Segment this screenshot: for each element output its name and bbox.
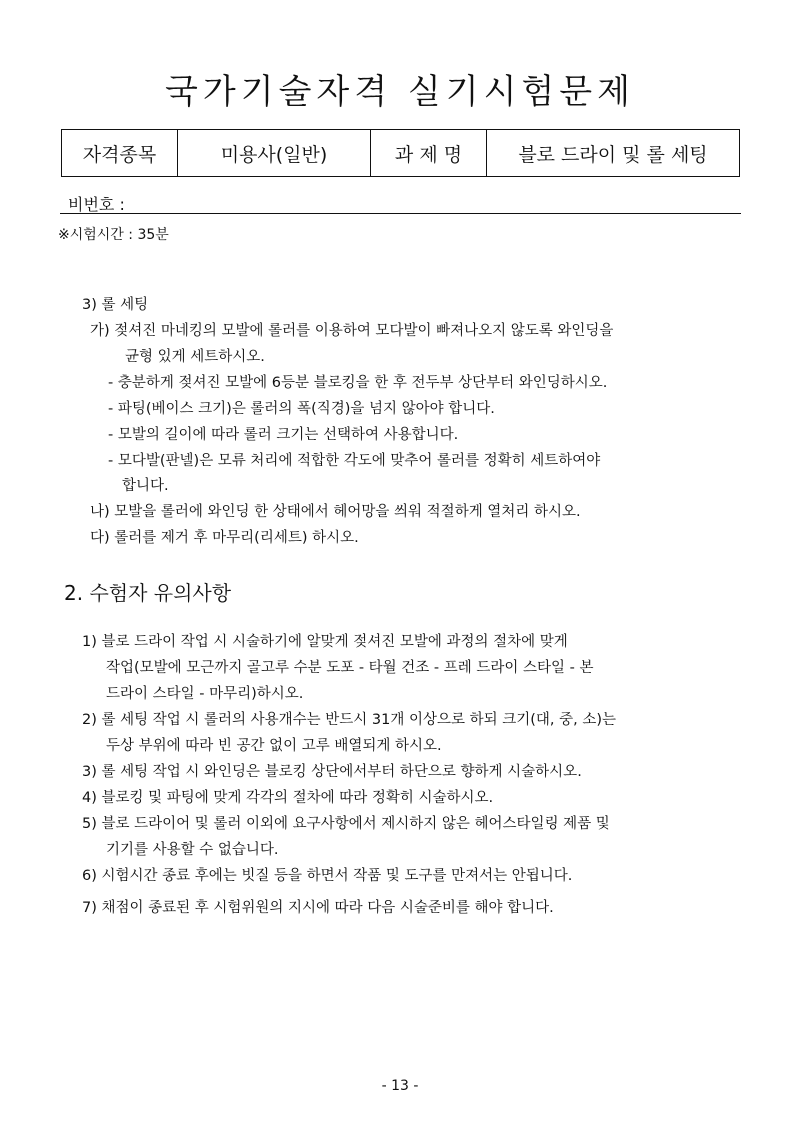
qualification-value: 미용사(일반): [178, 130, 371, 177]
note-1-line2: 작업(모발에 모근까지 골고루 수분 도포 - 타월 건조 - 프레 드라이 스타일 - 본: [106, 660, 594, 676]
note-1-line1: 1) 블로 드라이 작업 시 시술하기에 알맞게 젖셔진 모발에 과정의 절차에 맞게: [82, 634, 568, 650]
note-5-line2: 기기를 사용할 수 없습니다.: [106, 842, 279, 858]
note-1-line3: 드라이 스타일 - 마무리)하시오.: [106, 686, 304, 702]
roll-setting-item-na: 나) 모발을 롤러에 와인딩 한 상태에서 헤어망을 씌워 적절하게 열처리 하시오.: [90, 504, 581, 520]
note-4: 4) 블로킹 및 파팅에 맞게 각각의 절차에 따라 정확히 시술하시오.: [82, 790, 494, 806]
note-3: 3) 롤 세팅 작업 시 와인딩은 블로킹 상단에서부터 하단으로 향하게 시술하시오.: [82, 764, 582, 780]
header-divider: [60, 213, 741, 214]
task-value: 블로 드라이 및 롤 세팅: [487, 130, 740, 177]
roll-setting-item-da: 다) 롤러를 제거 후 마무리(리세트) 하시오.: [90, 530, 359, 546]
roll-setting-sub1: - 충분하게 젖셔진 모발에 6등분 블로킹을 한 후 전두부 상단부터 와인딩하시오.: [108, 375, 608, 391]
note-6: 6) 시험시간 종료 후에는 빗질 등을 하면서 작품 및 도구를 만져서는 안됩니다.: [82, 868, 573, 884]
roll-setting-heading: 3) 롤 세팅: [82, 297, 149, 313]
exam-time: ※시험시간 : 35분: [58, 227, 169, 243]
task-label: 과 제 명: [371, 130, 487, 177]
document-title: 국가기술자격 실기시험문제: [165, 72, 635, 112]
roll-setting-sub3: - 모발의 길이에 따라 롤러 크기는 선택하여 사용합니다.: [108, 427, 459, 443]
note-5-line1: 5) 블로 드라이어 및 롤러 이외에 요구사항에서 제시하지 않은 헤어스타일링 제품 및: [82, 816, 610, 832]
note-2-line2: 두상 부위에 따라 빈 공간 없이 고루 배열되게 하시오.: [106, 738, 442, 754]
note-7: 7) 채점이 종료된 후 시험위원의 지시에 따라 다음 시술준비를 해야 합니다.: [82, 900, 554, 916]
notes-heading: 2. 수험자 유의사항: [64, 581, 232, 605]
exam-info-table: [61, 129, 740, 177]
note-2-line1: 2) 롤 세팅 작업 시 롤러의 사용개수는 반드시 31개 이상으로 하되 크기(대, 중, 소)는: [82, 712, 616, 728]
roll-setting-sub2: - 파팅(베이스 크기)은 롤러의 폭(직경)을 넘지 않아야 합니다.: [108, 401, 495, 417]
roll-setting-item-ga-line1: 가) 젖셔진 마네킹의 모발에 롤러를 이용하여 모다발이 빠져나오지 않도록 와인딩을: [90, 323, 614, 339]
exam-number-label: 비번호 :: [68, 195, 125, 214]
roll-setting-item-ga-line2: 균형 있게 세트하시오.: [125, 349, 265, 365]
roll-setting-sub4-line2: 합니다.: [122, 478, 169, 494]
qualification-label: 자격종목: [62, 130, 178, 177]
roll-setting-sub4-line1: - 모다발(판넬)은 모류 처리에 적합한 각도에 맞추어 롤러를 정확히 세트하여야: [108, 453, 601, 469]
page-number: - 13 -: [381, 1078, 419, 1094]
